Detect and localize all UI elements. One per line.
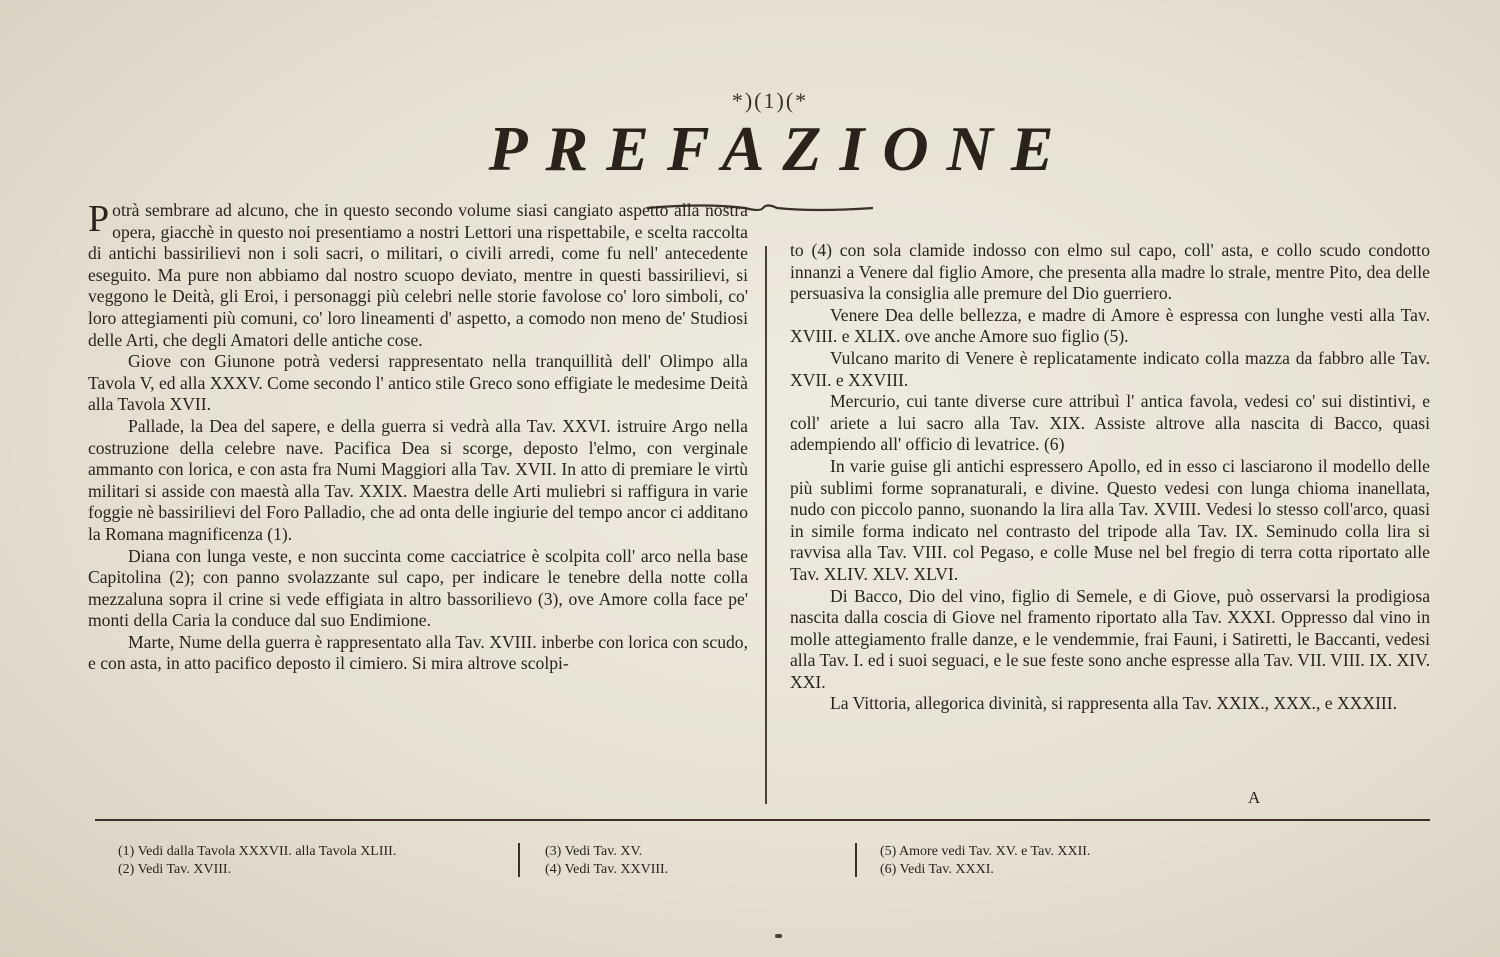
paragraph-apollo: In varie guise gli antichi espressero Apollo, ed in esso ci lasciarono il modello delle più sublimi forme sopranaturali, e divine. Questo vedesi con lunga chioma inanellata, nudo con piccolo panno, suonando la lira alla Tav. XVIII. Vedesi lo stesso coll'arco, quasi in simile forma indicato nel contrasto del tripode alla Tav. IX. Seminudo colla lira si ravvisa alla Tav. VIII. col Pegaso, e colle Muse nel bel fregio di terra cotta riportato alle Tav. XLIV. XLV. XLVI. xyxy=(790,455,1430,584)
page-title: PREFAZIONE xyxy=(488,113,1072,184)
paragraph-marte-cont: to (4) con sola clamide indosso con elmo sul capo, coll' asta, e collo scudo condotto innanzi a Venere dal figlio Amore, che presenta alla madre lo strale, mentre Pito, dea delle persuasiva la consiglia alle premure del Dio guerriero. xyxy=(790,240,1430,304)
paragraph-text: otrà sembrare ad alcuno, che in questo secondo volume siasi cangiato aspetto alla nostra opera, giacchè in questo noi presentiamo a nostri Lettori una rispettabile, e scelta raccolta di antichi bassirilievi non i soli sacri, o militari, o civili arredi, come fu nell' antecedente eseguito. Ma pure non abbiamo dal nostro scuopo deviato, mentre in questi bassirilievi, si veggono le Deità, gli Eroi, i personaggi più celebri nelle storie favolose co' loro simboli, co' loro attegiamenti più comuni, co' loro lineamenti d' aspetto, a comodo non meno de' Studiosi delle Arti, che degli Amatori delle antiche cose. xyxy=(88,200,748,350)
footnote: (6) Vedi Tav. XXXI. xyxy=(880,862,994,877)
paragraph-marte: Marte, Nume della guerra è rappresentato alla Tav. XVIII. inberbe con lorica con scudo, e con asta, in atto pacifico deposto il cimiero. Si mira altrove scolpi- xyxy=(88,631,748,674)
paragraph-mercurio: Mercurio, cui tante diverse cure attribuì l' antica favola, vedesi co' sui distintivi, e coll' ariete a lui sacro alla Tav. XIX. Assiste altrove alla nascita di Bacco, quasi adempiendo all' officio di levatrice. (6) xyxy=(790,391,1430,455)
footnote-group xyxy=(880,843,1090,879)
footnote-divider xyxy=(518,843,520,877)
signature-mark: A xyxy=(1248,788,1261,807)
paragraph-pallade: Pallade, la Dea del sapere, e della guerra si vedrà alla Tav. XXVI. istruire Argo nella costruzione della celebre nave. Pacifica Dea si scorge, deposto l'elmo, con verginale ammanto con lorica, e con asta fra Numi Maggiori alla Tav. XVII. In atto di premiare le virtù militari si asside con maestà alla Tav. XXIX. Maestra delle Arti muliebri si raffigura in varie foggie nè bassirilievi del Foro Palladio, che ad onta delle ingiurie del tempo ancor ci additano la Romana magnificenza (1). xyxy=(88,415,748,544)
footnote: (2) Vedi Tav. XVIII. xyxy=(118,862,232,877)
footnote: (3) Vedi Tav. XV. xyxy=(545,844,643,859)
ink-mark xyxy=(775,934,782,938)
footnote: (5) Amore vedi Tav. XV. e Tav. XXII. xyxy=(880,844,1091,859)
footnote-group xyxy=(545,843,668,879)
paragraph-vulcano: Vulcano marito di Venere è replicatamente indicato colla mazza da fabbro alle Tav. XVII. e XXVIII. xyxy=(790,347,1430,390)
paragraph-intro xyxy=(88,200,748,351)
footnote: (1) Vedi dalla Tavola XXXVII. alla Tavola XLIII. xyxy=(118,844,397,859)
column-divider xyxy=(765,246,767,804)
paragraph-diana: Diana con lunga veste, e non succinta come cacciatrice è scolpita coll' arco nella base Capitolina (2); con panno svolazzante sul capo, per indicare le tenebre della notte colla mezzaluna sopra il crine si vede effigiata in altro bassorilievo (3), ove Amore colla face pe' monti della Caria la conduce dal suo Endimione. xyxy=(88,545,748,631)
paragraph-venere: Venere Dea delle bellezza, e madre di Amore è espressa con lunghe vesti alla Tav. XVIII. e XLIX. ove anche Amore suo figlio (5). xyxy=(790,304,1430,347)
left-column xyxy=(88,200,748,675)
footnote-group xyxy=(118,843,396,879)
drop-cap: P xyxy=(88,198,110,240)
page-number: *)(1)(* xyxy=(731,88,809,113)
footnote-divider xyxy=(855,843,857,877)
footnote: (4) Vedi Tav. XXVIII. xyxy=(545,862,669,877)
footnote-rule xyxy=(95,819,1430,821)
right-column xyxy=(790,240,1430,715)
paragraph-bacco: Di Bacco, Dio del vino, figlio di Semele, e di Giove, può osservarsi la prodigiosa nascita dalla coscia di Giove nel framento riportato alla Tav. XXXI. Oppresso dal vino in molle attegiamento fralle danze, e le vendemmie, frai Fauni, i Satiretti, le Baccanti, vedesi alla Tav. I. ed i suoi seguaci, e le sue feste sono anche espresse alla Tav. VII. VIII. IX. XIV. XXI. xyxy=(790,585,1430,692)
paragraph-giove: Giove con Giunone potrà vedersi rappresentato nella tranquillità dell' Olimpo alla Tavola V, ed alla XXXV. Come secondo l' antico stile Greco sono effigiate le medesime Deità alla Tavola XVII. xyxy=(88,351,748,415)
paragraph-vittoria: La Vittoria, allegorica divinità, si rappresenta alla Tav. XXIX., XXX., e XXXIII. xyxy=(830,693,1398,714)
